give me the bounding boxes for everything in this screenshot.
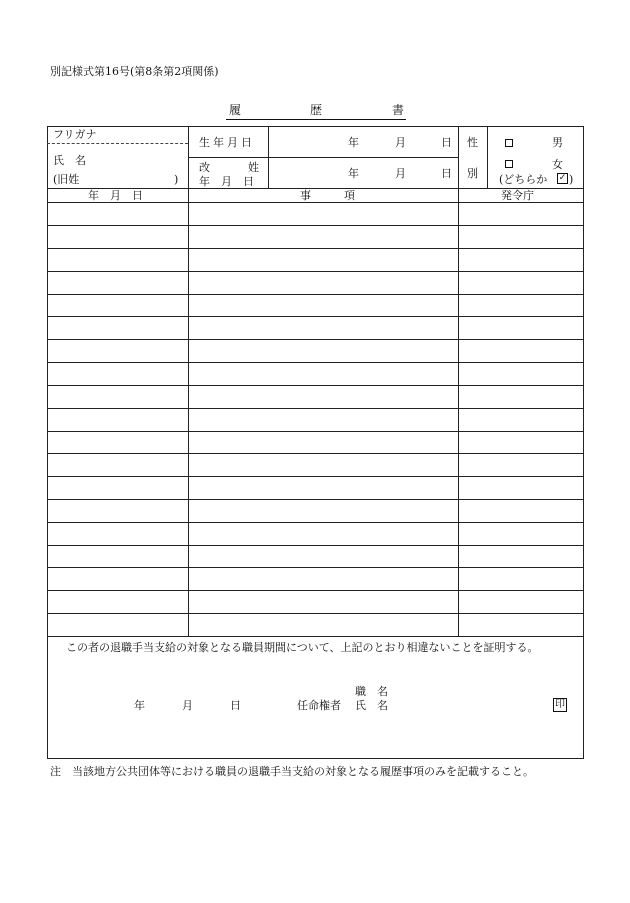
rename-year: 年 bbox=[348, 167, 359, 180]
column-issuer: 発令庁 bbox=[501, 189, 534, 202]
female-label: 女 bbox=[552, 158, 563, 171]
signer-name-label: 氏 名 bbox=[355, 699, 388, 712]
either-label: (どちらか bbox=[499, 173, 548, 186]
position-label: 職 名 bbox=[355, 685, 388, 698]
title-char-1: 履 bbox=[229, 103, 242, 117]
furigana-label: フリガナ bbox=[53, 128, 97, 141]
appointer-label: 任命権者 bbox=[297, 699, 341, 712]
birth-month: 月 bbox=[395, 136, 406, 149]
rename-day: 日 bbox=[441, 167, 452, 180]
male-label: 男 bbox=[552, 136, 563, 149]
male-checkbox[interactable] bbox=[505, 139, 513, 147]
name-label: 氏 名 bbox=[53, 154, 86, 167]
check-icon: ✓ bbox=[558, 173, 567, 183]
birth-day: 日 bbox=[441, 136, 452, 149]
either-close: ) bbox=[569, 173, 574, 186]
rename-date-label: 年 月 日 bbox=[199, 175, 254, 188]
birth-date-label: 生年月日 bbox=[199, 136, 255, 149]
old-name-close: ) bbox=[174, 173, 179, 186]
cert-month: 月 bbox=[182, 699, 193, 712]
title-underline bbox=[226, 119, 406, 120]
title-char-3: 書 bbox=[392, 103, 405, 117]
column-matter: 事 項 bbox=[300, 189, 355, 202]
column-date: 年 月 日 bbox=[88, 189, 143, 202]
title-char-2: 歴 bbox=[310, 103, 323, 117]
birth-year: 年 bbox=[348, 136, 359, 149]
cert-day: 日 bbox=[230, 699, 241, 712]
female-checkbox[interactable] bbox=[505, 160, 513, 168]
form-label: 別記様式第16号(第8条第2項関係) bbox=[50, 65, 219, 78]
sex-label-2: 別 bbox=[467, 167, 478, 180]
sex-label-1: 性 bbox=[467, 136, 478, 149]
rename-label-1: 改 bbox=[199, 161, 210, 174]
rename-label-2: 姓 bbox=[248, 161, 259, 174]
old-name-open: (旧姓 bbox=[53, 173, 80, 186]
rename-month: 月 bbox=[395, 167, 406, 180]
cert-year: 年 bbox=[134, 699, 145, 712]
certification-text: この者の退職手当支給の対象となる職員期間について、上記のとおり相違ないことを証明する。 bbox=[66, 641, 539, 654]
seal-icon: 印 bbox=[555, 699, 565, 710]
footnote: 注 当該地方公共団体等における職員の退職手当支給の対象となる履歴事項のみを記載すること。 bbox=[50, 765, 534, 778]
